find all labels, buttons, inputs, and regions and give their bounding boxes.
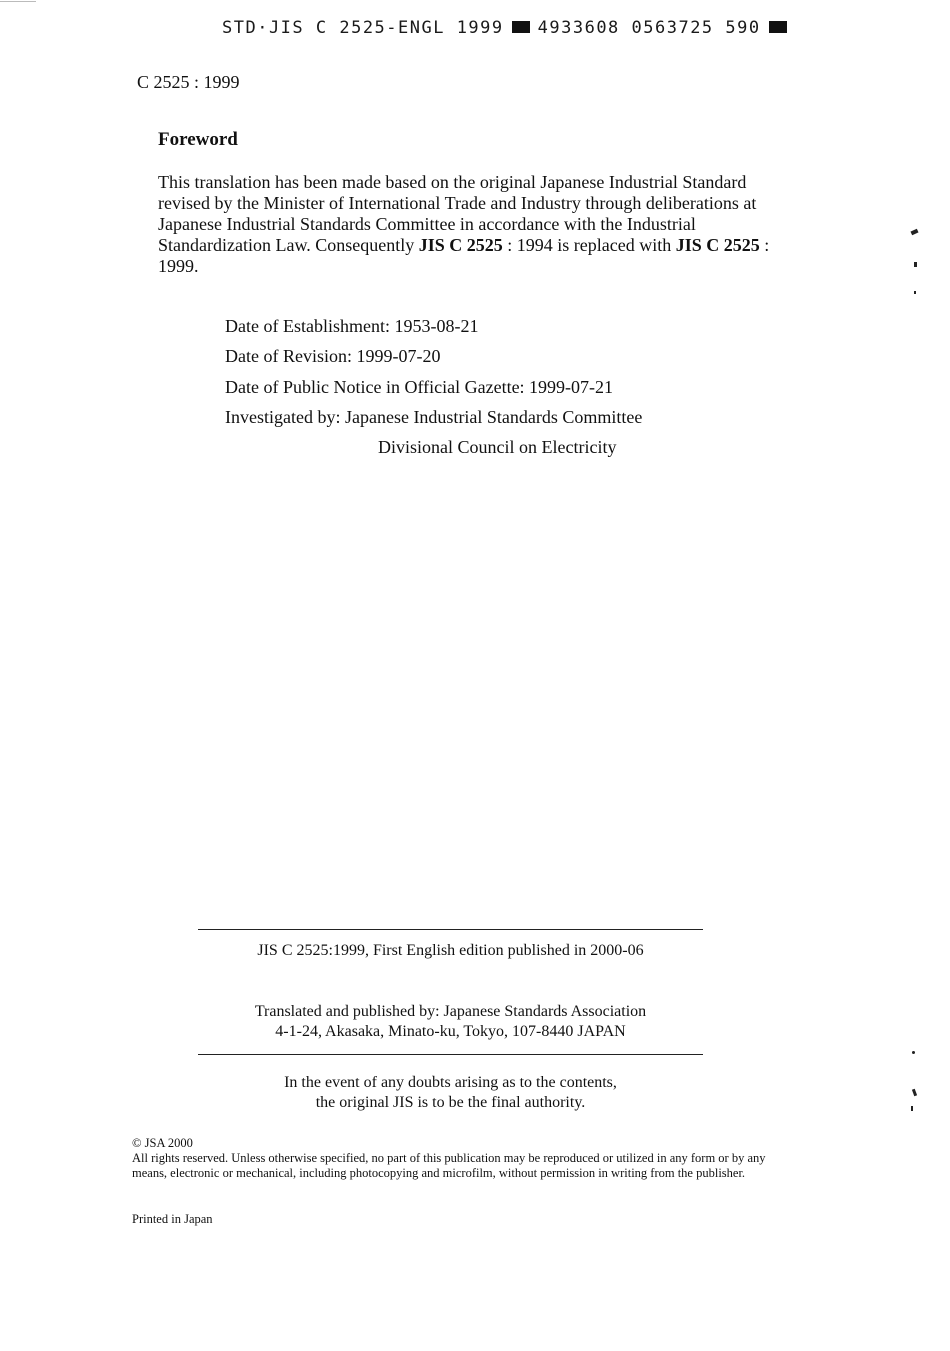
divider-bottom xyxy=(198,1054,703,1055)
authority-note xyxy=(198,1073,703,1113)
scan-speck xyxy=(912,1051,915,1054)
foreword-text: This translation has been made based on the original Japanese Industrial Standard revised by the Minister of International Trade and Industry through deliberations at Japanese Industrial Standards Committee in accordance with the Industrial Standardization Law. Consequently xyxy=(158,172,757,255)
foreword-bold: JIS C 2525 xyxy=(675,235,760,255)
foreword-bold: JIS C 2525 xyxy=(418,235,503,255)
investigated-by: Investigated by: Japanese Industrial Standards Committee xyxy=(225,407,643,427)
doc-number: C 2525 : 1999 xyxy=(137,72,240,92)
scan-speck xyxy=(910,229,918,236)
divider-top xyxy=(198,929,703,930)
stamp-block xyxy=(512,21,530,33)
publisher-address: 4-1-24, Akasaka, Minato-ku, Tokyo, 107-8440 JAPAN xyxy=(275,1023,626,1040)
publisher-line: Translated and published by: Japanese Standards Association xyxy=(254,1003,647,1020)
copyright-block xyxy=(132,1136,772,1181)
copyright-mark: © JSA 2000 xyxy=(132,1136,193,1150)
date-establishment: Date of Establishment: 1953-08-21 xyxy=(225,316,479,336)
stamp-block xyxy=(769,21,787,33)
edition-line: JIS C 2525:1999, First English edition published in 2000-06 xyxy=(257,942,644,959)
scan-speck xyxy=(914,262,917,267)
date-revision: Date of Revision: 1999-07-20 xyxy=(225,346,441,366)
scan-speck xyxy=(912,1089,917,1097)
stamp-left: STD·JIS C 2525-ENGL 1999 xyxy=(222,18,504,38)
foreword-heading: Foreword xyxy=(158,129,238,150)
authority-line: the original JIS is to be the final authority. xyxy=(315,1094,586,1111)
stamp-middle: 4933608 0563725 590 xyxy=(537,18,761,38)
foreword-text: : 1994 is replaced with xyxy=(502,235,676,255)
foreword-paragraph xyxy=(158,172,770,277)
scan-speck xyxy=(914,291,916,294)
publisher-block xyxy=(198,1002,703,1042)
header-stamp xyxy=(222,18,795,38)
foreword-text: : 1999. xyxy=(158,235,770,276)
investigated-by-council: Divisional Council on Electricity xyxy=(378,437,617,457)
scan-speck xyxy=(0,1,36,2)
authority-line: In the event of any doubts arising as to the contents, xyxy=(284,1074,617,1091)
copyright-text: All rights reserved. Unless otherwise specified, no part of this publication may be reproduced or utilized in any form or by any means, electronic or mechanical, including photocopying and microfilm, without permission in writing from the publisher. xyxy=(132,1151,766,1180)
printed-in: Printed in Japan xyxy=(132,1212,213,1226)
date-public-notice: Date of Public Notice in Official Gazette: 1999-07-21 xyxy=(225,377,614,397)
scan-speck xyxy=(911,1106,913,1111)
